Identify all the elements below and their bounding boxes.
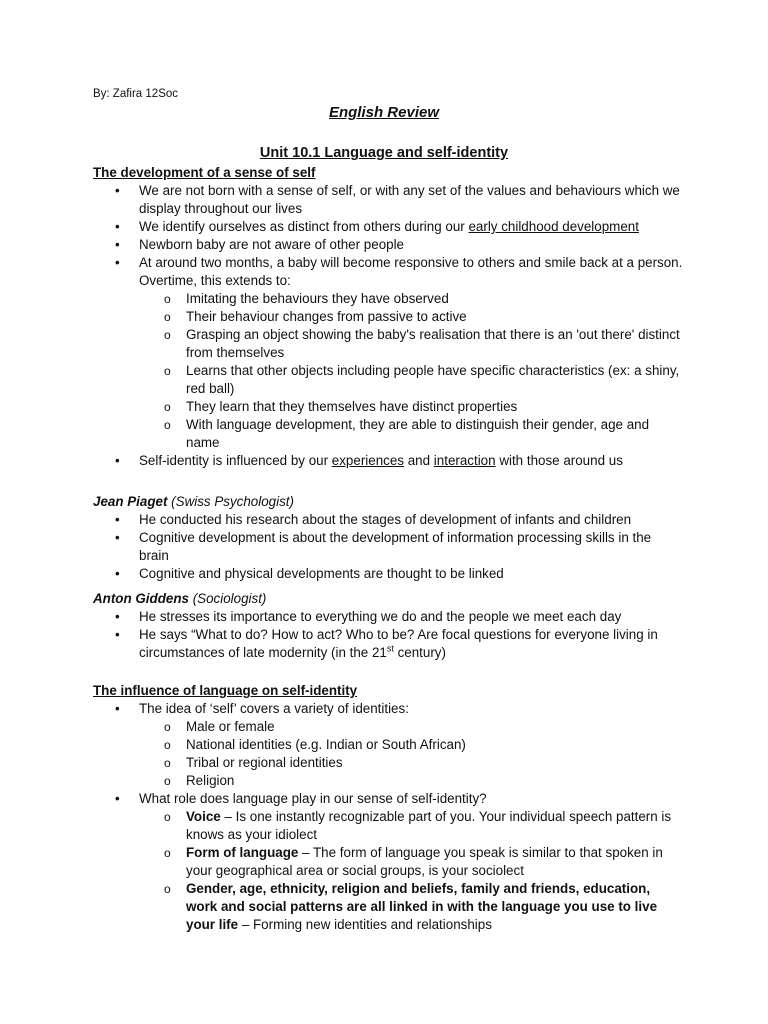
document-title: English Review	[328, 104, 440, 121]
bullet-list	[93, 182, 683, 470]
sub-list-item: o Imitating the behaviours they have observed	[164, 291, 449, 306]
sub-list-item: o Their behaviour changes from passive to active	[164, 309, 467, 324]
section-heading: The development of a sense of self	[93, 165, 316, 180]
bullet-icon: •	[115, 237, 120, 252]
bullet-icon: •	[115, 255, 120, 270]
sub-list	[139, 808, 683, 934]
term-bold: Voice	[186, 809, 221, 824]
circle-bullet-icon: o	[164, 810, 171, 824]
circle-bullet-icon: o	[164, 774, 171, 788]
sub-list-item: o Male or female	[164, 719, 275, 734]
sub-list-item: o Gender, age, ethnicity, religion and beliefs, family and friends, education, work and social patterns are all linked in with the language you use to live your life – Forming new identities and relationships	[164, 881, 658, 932]
list-item: • The idea of ‘self’ covers a variety of identities: o Male or female o National identities (e.g. Indian or South African) o Tribal or regional identities o Religion	[93, 700, 683, 790]
superscript: st	[386, 643, 394, 654]
person-heading	[93, 590, 683, 608]
person-heading	[93, 493, 683, 511]
bullet-icon: •	[115, 609, 120, 624]
bullet-list	[93, 511, 683, 583]
list-item: • We identify ourselves as distinct from others during our early childhood development	[115, 219, 639, 234]
term-bold: Form of language	[186, 845, 299, 860]
section-heading: The influence of language on self-identity	[93, 683, 358, 698]
section-giddens	[93, 590, 683, 662]
list-item: • He stresses its importance to everything we do and the people we meet each day	[115, 609, 622, 624]
sub-list-item: o Tribal or regional identities	[164, 755, 343, 770]
sub-list-item: o Form of language – The form of language you speak is similar to that spoken in your geographical area or social groups, is your sociolect	[164, 845, 663, 878]
sub-list-item: o National identities (e.g. Indian or South African)	[164, 737, 466, 752]
circle-bullet-icon: o	[164, 720, 171, 734]
circle-bullet-icon: o	[164, 400, 171, 414]
section-piaget	[93, 493, 683, 583]
sub-list-item: o Learns that other objects including people have specific characteristics (ex: a shiny, red ball)	[164, 363, 680, 396]
list-item: • He says “What to do? How to act? Who to be? Are focal questions for everyone living in circumstances of late modernity (in the 21st century)	[115, 627, 658, 660]
sub-list-item: o Voice – Is one instantly recognizable part of you. Your individual speech pattern is knows as your idiolect	[164, 809, 672, 842]
bullet-list	[93, 608, 683, 662]
bullet-icon: •	[115, 219, 120, 234]
circle-bullet-icon: o	[164, 882, 171, 896]
list-item: • He conducted his research about the stages of development of infants and children	[115, 512, 632, 527]
list-item: • Newborn baby are not aware of other people	[115, 237, 405, 252]
circle-bullet-icon: o	[164, 756, 171, 770]
list-item: • What role does language play in our sense of self-identity? o Voice – Is one instantly recognizable part of you. Your individual speech pattern is knows as your idiolect o Form of language – The form of language you speak is similar to that spoken in your geographical area or social groups, is your sociolect o Gender, age, ethnicity, religion and beliefs, family and friends, education, work and social patterns are all linked in with the language you use to live your life – Forming new identities and relationships	[93, 790, 683, 934]
list-item: • Self-identity is influenced by our experiences and interaction with those around us	[115, 453, 623, 468]
list-item: • Cognitive and physical developments are thought to be linked	[115, 566, 504, 581]
bullet-icon: •	[115, 530, 120, 545]
bullet-icon: •	[115, 701, 120, 716]
list-item: • Cognitive development is about the development of information processing skills in the brain	[115, 530, 652, 563]
circle-bullet-icon: o	[164, 364, 171, 378]
underlined-term: interaction	[433, 453, 496, 468]
list-item: • We are not born with a sense of self, or with any set of the values and behaviours which we display throughout our lives	[115, 183, 680, 216]
circle-bullet-icon: o	[164, 310, 171, 324]
byline: By: Zafira 12Soc	[93, 88, 179, 100]
bullet-icon: •	[115, 183, 120, 198]
sub-list-item: o Grasping an object showing the baby's realisation that there is an 'out there' distinct from themselves	[164, 327, 680, 360]
bullet-icon: •	[115, 627, 120, 642]
sub-list-item: o They learn that they themselves have distinct properties	[164, 399, 518, 414]
bullet-list	[93, 700, 683, 934]
sub-list	[139, 718, 683, 790]
sub-list	[139, 290, 683, 452]
circle-bullet-icon: o	[164, 738, 171, 752]
underlined-term: early childhood development	[468, 219, 639, 234]
bullet-icon: •	[115, 566, 120, 581]
person-name: Jean Piaget	[93, 494, 168, 509]
underlined-term: experiences	[331, 453, 404, 468]
term-bold: Gender, age, ethnicity, religion and beliefs, family and friends, education, work and social patterns are all linked in with the language you use to live your life	[186, 881, 658, 932]
person-role: (Sociologist)	[192, 591, 267, 606]
unit-title: Unit 10.1 Language and self-identity	[259, 145, 509, 161]
bullet-icon: •	[115, 791, 120, 806]
circle-bullet-icon: o	[164, 846, 171, 860]
circle-bullet-icon: o	[164, 328, 171, 342]
bullet-icon: •	[115, 453, 120, 468]
list-item: • At around two months, a baby will become responsive to others and smile back at a person. Overtime, this extends to: o Imitating the behaviours they have observed o Their behaviour changes from passive to active o Grasping an object showing the baby's realisation that there is an 'out there' distinct from themselves o Learns that other objects including people have specific characteristics (ex: a shiny, red ball) o They learn that they themselves have distinct properties o With language development, they are able to distinguish their gender, age and name	[115, 255, 683, 450]
sub-list-item: o With language development, they are able to distinguish their gender, age and name	[164, 417, 650, 450]
sub-list-item: o Religion	[164, 773, 235, 788]
person-name: Anton Giddens	[93, 591, 189, 606]
person-role: (Swiss Psychologist)	[171, 494, 294, 509]
section-development	[93, 164, 683, 470]
section-language-influence	[93, 682, 683, 934]
circle-bullet-icon: o	[164, 418, 171, 432]
bullet-icon: •	[115, 512, 120, 527]
circle-bullet-icon: o	[164, 292, 171, 306]
